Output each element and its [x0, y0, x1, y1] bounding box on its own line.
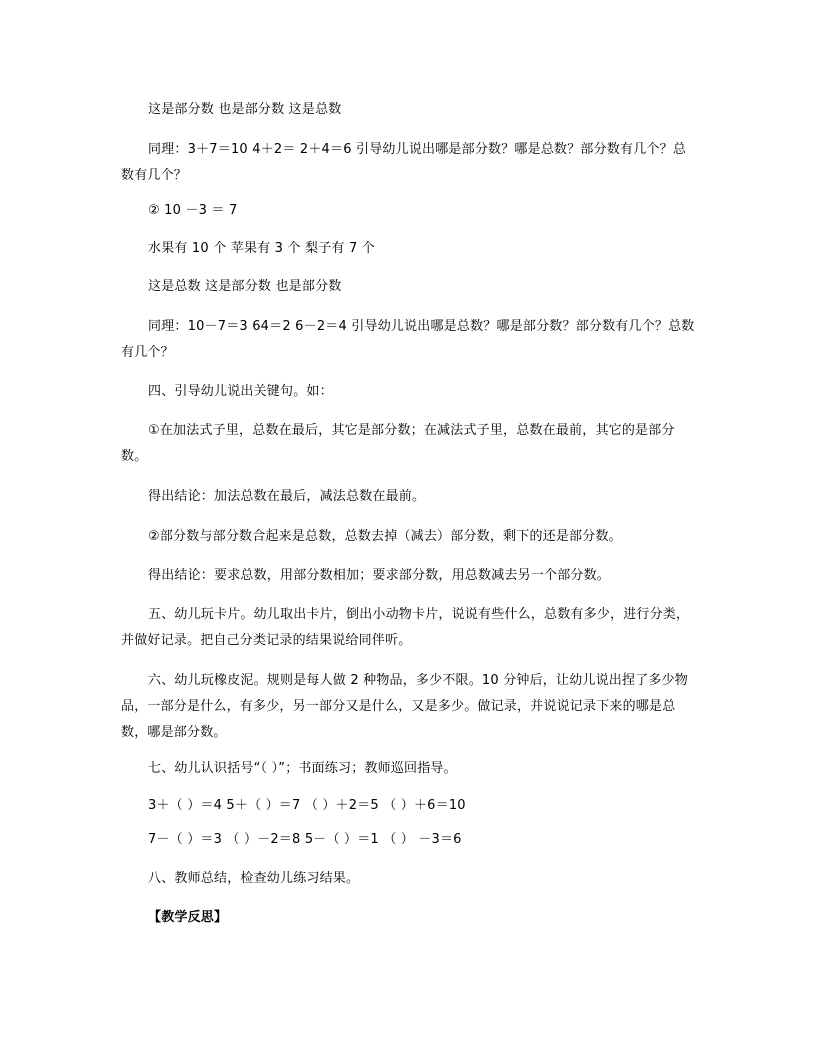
paragraph-section-7: 七、幼儿认识括号“（ ）”；书面练习；教师巡回指导。 [148, 761, 457, 776]
paragraph-exercise-row-2: 7－（ ）＝3 （ ）－2＝8 5－（ ）＝1 （ ） －3＝6 [148, 832, 462, 847]
paragraph-similarly-addition: 同理：3＋7＝10 4＋2＝ 2＋4＝6 引导幼儿说出哪是部分数？哪是总数？部分数有几个？总数有几个？ [121, 142, 687, 183]
paragraph-section-4-heading: 四、引导幼儿说出关键句。如： [148, 384, 333, 399]
paragraph-section-5: 五、幼儿玩卡片。幼儿取出卡片，倒出小动物卡片，说说有些什么，总数有多少，进行分类，并做好记录。把自己分类记录的结果说给同伴听。 [121, 607, 690, 648]
paragraph-similarly-subtraction: 同理：10－7＝3 64＝2 6－2＝4 引导幼儿说出哪是总数？哪是部分数？部分数有几个？总数有几个？ [121, 319, 695, 360]
paragraph-key-sentence-2: ②部分数与部分数合起来是总数，总数去掉（减去）部分数，剩下的还是部分数。 [148, 529, 622, 544]
paragraph-conclusion-2: 得出结论：要求总数，用部分数相加；要求部分数，用总数减去另一个部分数。 [148, 568, 611, 583]
paragraph-part-total-labels-2: 这是总数 这是部分数 也是部分数 [148, 279, 342, 294]
paragraph-fruit-count: 水果有 10 个 苹果有 3 个 梨子有 7 个 [148, 241, 375, 256]
paragraph-conclusion-1: 得出结论：加法总数在最后，减法总数在最前。 [148, 489, 426, 504]
paragraph-section-8: 八、教师总结，检查幼儿练习结果。 [148, 871, 360, 886]
paragraph-subtraction-example: ② 10 －3 ＝ 7 [148, 203, 238, 218]
paragraph-section-6: 六、幼儿玩橡皮泥。规则是每人做 2 种物品，多少不限。10 分钟后，让幼儿说出捏了多少物品，一部分是什么，有多少，另一部分又是什么，又是多少。做记录，并说说记录下来的哪是总数，哪是部分数。 [121, 673, 689, 740]
paragraph-part-total-labels-1: 这是部分数 也是部分数 这是总数 [148, 102, 342, 117]
paragraph-key-sentence-1: ①在加法式子里，总数在最后，其它是部分数；在减法式子里，总数在最前，其它的是部分数。 [121, 423, 675, 464]
paragraph-teaching-reflection: 【教学反思】 [148, 910, 228, 925]
paragraph-exercise-row-1: 3＋（ ）＝4 5＋（ ）＝7 （ ）＋2＝5 （ ）＋6＝10 [148, 798, 466, 813]
